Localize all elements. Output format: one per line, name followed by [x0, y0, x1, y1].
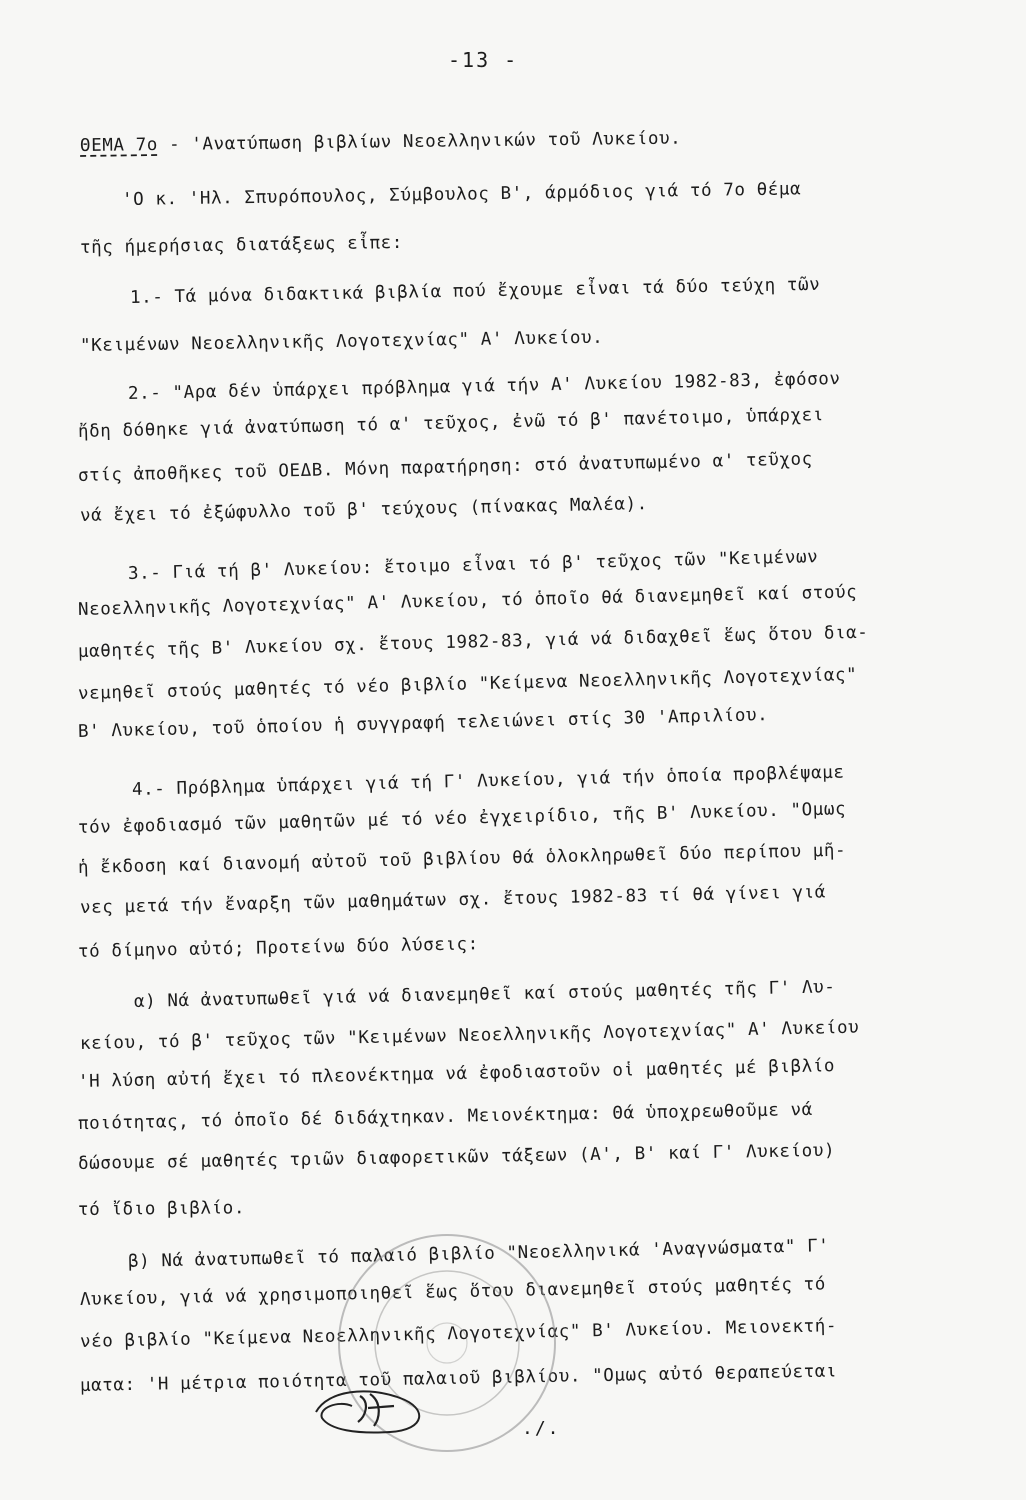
text-line: ἡ ἔκδοση καί διανομή αὐτοῦ τοῦ βιβλίου θά ὁλοκληρωθεῖ δύο περίπου μῆ-	[77, 840, 847, 878]
text-line: τόν ἐφοδιασμό τῶν μαθητῶν μέ τό νέο ἐγχειρίδιο, τῆς Β' Λυκείου. "Ομως	[77, 799, 847, 838]
text-line: β) Νά ἀνατυπωθεῖ τό παλαιό βιβλίο "Νεοελληνικά 'Αναγνώσματα" Γ'	[127, 1236, 830, 1272]
text-line: "Κειμένων Νεοελληνικῆς Λογοτεχνίας" Α' Λυκείου.	[79, 327, 604, 356]
text-line: στίς ἀποθῆκες τοῦ ΟΕΔΒ. Μόνη παρατήρηση: στό ἀνατυπωμένο α' τεῦχος	[77, 449, 814, 486]
text-line: νά ἔχει τό ἐξώφυλλο τοῦ β' τεύχους (πίνακας Μαλέα).	[79, 494, 649, 526]
text-line: νέο βιβλίο "Κείμενα Νεοελληνικῆς Λογοτεχνίας" Β' Λυκείου. Μειονεκτή-	[79, 1316, 838, 1352]
text-line: τό ἴδιο βιβλίο.	[77, 1198, 246, 1220]
text-line: τῆς ήμερήσιας διατάξεως εἶπε:	[79, 232, 404, 258]
text-line: 'Ο κ. 'Ηλ. Σπυρόπουλος, Σύμβουλος Β', άρμόδιος γιά τό 7ο θέμα	[121, 179, 802, 210]
text-line: α) Νά ἀνατυπωθεῖ γιά νά διανεμηθεῖ καί στούς μαθητές τῆς Γ' Λυ-	[133, 977, 836, 1012]
text-line: 4.- Πρόβλημα ὑπάρχει γιά τή Γ' Λυκείου, γιά τήν ὁποία προβλέψαμε	[131, 762, 845, 800]
text-line: δώσουμε σέ μαθητές τριῶν διαφορετικῶν τάξεων (Α', Β' καί Γ' Λυκείου)	[77, 1140, 836, 1174]
text-line: ματα: 'Η μέτρια ποιότητα τοῦ παλαιοῦ βιβλίου. "Ομως αὐτό θεραπεύεται	[79, 1361, 838, 1396]
text-line: Β' Λυκείου, τοῦ ὁποίου ἡ συγγραφή τελειώνει στίς 30 'Απριλίου.	[77, 705, 769, 742]
page-number: -13 -	[448, 48, 519, 72]
text-line: Λυκείου, γιά νά χρησιμοποιηθεῖ ἕως ὅτου διανεμηθεῖ στούς μαθητές τό	[79, 1274, 827, 1310]
text-line: τό δίμηνο αὐτό; Προτείνω δύο λύσεις:	[77, 934, 480, 962]
text-line: νες μετά τήν ἔναρξη τῶν μαθημάτων σχ. ἔτους 1982-83 τί θά γίνει γιά	[79, 882, 827, 918]
topic-heading	[80, 129, 682, 156]
text-line: μαθητές τῆς Β' Λυκείου σχ. ἔτους 1982-83, γιά νά διδαχθεῖ ἕως ὅτου δια-	[77, 622, 869, 662]
text-line: Νεοελληνικῆς Λογοτεχνίας" Α' Λυκείου, τό ὁποῖο θά διανεμηθεῖ καί στούς	[77, 582, 858, 620]
text-line: ποιότητας, τό ὁποῖο δέ διδάχτηκαν. Μειονέκτημα: Θά ὑποχρεωθοῦμε νά	[77, 1099, 814, 1134]
handwritten-signature	[308, 1372, 438, 1442]
text-line: 'Η λύση αὐτή ἔχει τό πλεονέκτημα νά ἐφοδιαστοῦν οἱ μαθητές μέ βιβλίο	[77, 1056, 836, 1092]
text-line: νεμηθεῖ στούς μαθητές τό νέο βιβλίο "Κείμενα Νεοελληνικῆς Λογοτεχνίας"	[77, 664, 858, 704]
topic-label: ΘΕΜΑ 7ο	[79, 135, 159, 156]
text-line: 2.- "Αρα δέν ὑπάρχει πρόβλημα γιά τήν Α' Λυκείου 1982-83, ἐφόσον	[127, 369, 841, 404]
text-line: κείου, τό β' τεῦχος τῶν "Κειμένων Νεοελληνικῆς Λογοτεχνίας" Α' Λυκείου	[79, 1017, 860, 1054]
text-line: 1.- Τά μόνα διδακτικά βιβλία πού ἔχουμε εἶναι τά δύο τεύχη τῶν	[129, 274, 821, 308]
topic-title: - 'Ανατύπωση βιβλίων Νεοελληνικών τοῦ Λυκείου.	[157, 128, 682, 156]
continuation-mark: ./.	[522, 1418, 561, 1439]
text-line: ἤδη δόθηκε γιά ἀνατύπωση τό α' τεῦχος, ἐνῶ τό β' πανέτοιμο, ὑπάρχει	[77, 405, 825, 442]
text-line: 3.- Γιά τή β' Λυκείου: ἔτοιμο εἶναι τό β' τεῦχος τῶν "Κειμένων	[127, 547, 819, 584]
